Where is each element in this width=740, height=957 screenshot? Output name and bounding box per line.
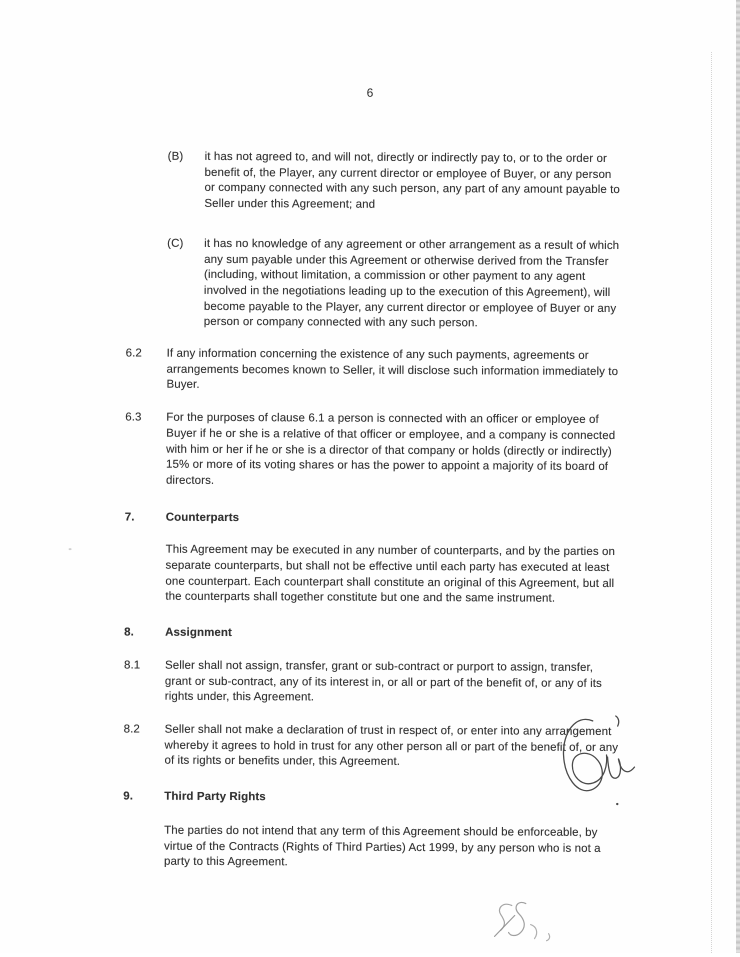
subclause-c-label: (C) bbox=[167, 237, 184, 250]
third-party-rights-paragraph-text: The parties do not intend that any term of this Agreement should be enforceable, by virtue of the Contracts (Rights of Third Parties) Act 1999, by any person who is not a party to this Agreement. bbox=[163, 824, 601, 869]
clause-8-2-text: Seller shall not make a declaration of trust in respect of, or enter into any arrangement whereby it agrees to hold in trust for any other person all or part of the benefit of, or any of its rights or benefits under, this Agreement. bbox=[164, 723, 619, 769]
subclause-c-text: it has no knowledge of any agreement or other arrangement as a result of which any sum payable under this Agreement or otherwise derived from the Transfer (including, without limitation, a commission or other payment to any agent involved in the negotiations leading up to the execution of this Agreement), will become payable to the Player, any current director or employee of Buyer or any person or company connected with any such person. bbox=[203, 237, 620, 330]
counterparts-paragraph bbox=[0, 542, 738, 609]
scan-speck bbox=[69, 548, 72, 550]
section-9-title: Third Party Rights bbox=[164, 790, 266, 804]
clause-6-3-text: For the purposes of clause 6.1 a person is connected with an officer or employee of Buyer if he or she is a relative of that officer or employee, and a company is connected with him or her if he or she is a director of that company or holds (directly or indirectly) 15% or more of its voting shares or has the power to appoint a majority of its board of directors. bbox=[165, 411, 616, 487]
subclause-c bbox=[0, 236, 739, 334]
clause-6-2 bbox=[0, 346, 739, 397]
clause-8-2-label: 8.2 bbox=[123, 723, 140, 736]
clause-8-1-text: Seller shall not assign, transfer, grant or sub-contract or purport to assign, transfer, grant or sub-contract, any of its interest in, or all or part of the benefit of, or any of its rights under, this Agreement. bbox=[164, 659, 602, 704]
section-8-title: Assignment bbox=[165, 626, 233, 640]
clause-8-1 bbox=[0, 658, 737, 709]
clause-8-1-label: 8.1 bbox=[123, 659, 141, 672]
clause-6-3-label: 6.3 bbox=[125, 411, 142, 424]
clause-6-2-text: If any information concerning the existence of any such payments, agreements or arrangements becomes known to Seller, it will disclose such information immediately to Buyer. bbox=[166, 347, 619, 392]
clause-6-2-label: 6.2 bbox=[125, 347, 142, 360]
counterparts-paragraph-text: This Agreement may be executed in any number of counterparts, and by the parties on separate counterparts, but shall not be effective until each party has executed at least one counterpart. Each counterpart shall constitute an original of this Agreement, but all the counterparts shall together constitute but one and the same instrument. bbox=[165, 544, 616, 606]
section-9-number: 9. bbox=[123, 790, 134, 803]
handwritten-footer-scribble bbox=[490, 894, 570, 944]
section-8-number: 8. bbox=[124, 626, 134, 639]
handwritten-initials-mark bbox=[559, 713, 650, 813]
section-heading-7 bbox=[0, 509, 738, 529]
section-heading-8 bbox=[0, 625, 737, 645]
subclause-b-label: (B) bbox=[167, 150, 184, 163]
third-party-rights-paragraph bbox=[0, 823, 736, 874]
clause-6-3 bbox=[0, 410, 738, 492]
scan-edge-strip-artifact bbox=[736, 0, 740, 953]
page-number: 6 bbox=[366, 85, 374, 100]
scan-dotted-line-artifact bbox=[711, 52, 712, 953]
subclause-b-text: it has not agreed to, and will not, directly or indirectly pay to, or to the order or benefit of, the Player, any current director or employee of Buyer, or any person or company connected with any such person, any part of any amount payable to Seller under this Agreement; and bbox=[204, 150, 620, 211]
section-7-title: Counterparts bbox=[165, 511, 240, 524]
section-7-number: 7. bbox=[124, 511, 135, 524]
subclause-b bbox=[0, 149, 740, 216]
